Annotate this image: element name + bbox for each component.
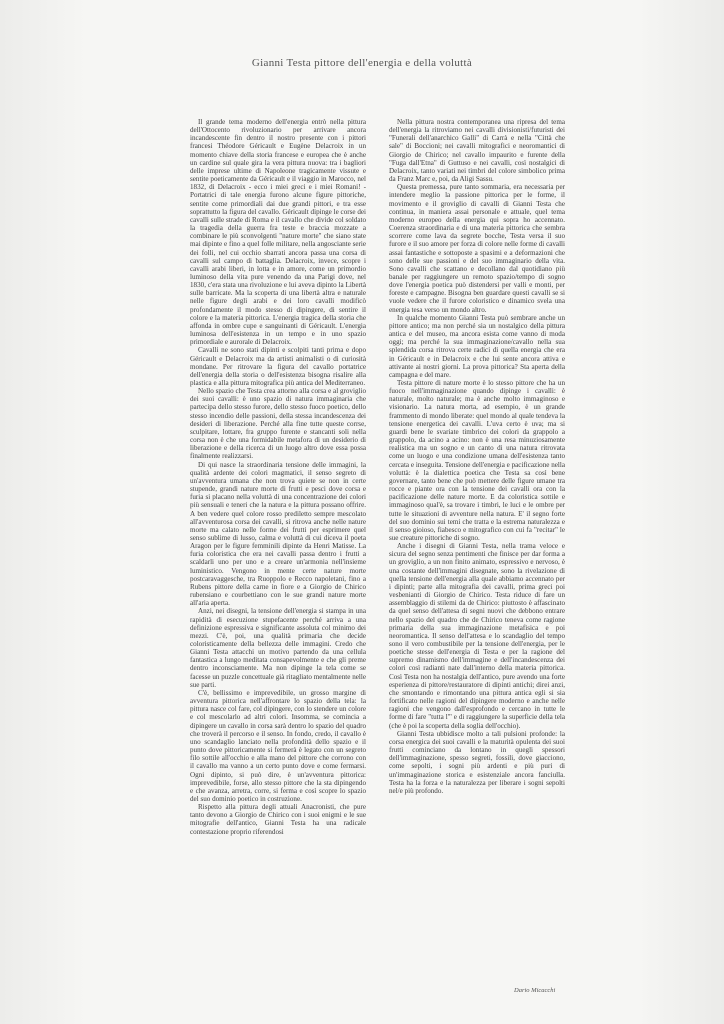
paragraph: Gianni Testa ubbidisce molto a tali pulsioni profonde: la corsa energica dei suoi cavalli e la maturità opulenta dei suoi frutti cominciano da lontano in quegli spessori dell'immaginazione, spesso segreti, fossili, dove giacciono, come sepolti, i sogni più ardenti e più puri di un'immaginazione storica e esistenziale ancora fanciulla. Testa ha la forza e la naturalezza per liberare i sogni sepolti nel/e più profondo. — [389, 729, 565, 795]
author-signature: Dario Micacchi — [514, 987, 556, 994]
paragraph: Testa pittore di nature morte è lo stesso pittore che ha un fuoco nell'immaginazione quando dipinge i cavalli: è naturale, molto naturale; ma è anche molto immaginoso e visionario. La natura morta, ad esempio, è un grande frammento di mondo liberate: quel mondo al quale tendeva la tensione energetica dei cavalli. L'uva certo è uva; ma si guardi bene le svariate timbrico dei colori da grappolo a grappolo, da acino a acino: non è una resa minuziosamente realistica ma un sogno e un canto di una natura ritrovata come un luogo e una condizione umana dell'esistenza tanto cercata e inseguita. Tensione dell'energia e pacificazione nella voluttà: è la dialettica poetica che Testa sa così bene governare, tanto bene che può mettere delle figure umane tra rocce e piante ora con la tensione dei cavalli ora con la pacificazione delle nature morte. E da coloristica sottile e immaginoso qual'è, sa trovare i timbri, le luci e le ombre per tutte le situazioni di avventure nella natura. E' il segno forte del suo dominio sui temi che tratta e la estrema naturalezza e il senso gioioso, fiabesco e mitografico con cui fa "recitar" le sue creature pittoriche di sogno. — [389, 379, 565, 542]
paragraph: Nello spazio che Testa crea attorno alla corsa e al groviglio dei suoi cavalli: è uno spazio di natura immaginaria che partecipa dello stesso furore, dello stesso fuoco poetico, dello stesso incendio delle passioni, della stessa incandescenza dei desideri di liberazione. Perché alla fine tutte queste corrse, sculpitare, lottare, fra gruppo furente e stancanti soli nella corsa non è che una formidabile metafora di un desiderio di liberazione e della ricerca di un luogo altro dove essa possa finalmente realizzarsi. — [190, 387, 366, 461]
paragraph: Cavalli ne sono stati dipinti e scolpiti tanti prima e dopo Géricault e Delacroix ma da artisti animalisti o di curiosità mondane. Per ritrovare la figura del cavallo portatrice dell'energia della storia o dell'esistenza bisogna risalire alla plastica e alla pittura mitografica più antica del Mediterraneo. — [190, 346, 366, 387]
right-column — [389, 118, 565, 968]
paragraph: In qualche momento Gianni Testa può sembrare anche un pittore antico; ma non perché sia un nostalgico della pittura antica e del museo, ma ancora esista come vanno di moda oggi; ma perché la sua immaginazione/cavallo nella sua splendida corsa ritrova certe radici di quella energia che era in Géricault e in Delacroix e che lui sente ancora attiva e attivante ai nostri giorni. La prova pittorica? Sta aperta della campagna e del mare. — [389, 313, 565, 379]
paragraph: C'è, bellissimo e imprevedibile, un grosso margine di avventura pittorica nell'affrontare lo spazio della tela: la pittura nasce col fare, col dipingere, con lo stendere un colore e col mescolarlo ad altri colori. Insomma, se comincia a dipingere un cavallo in corsa sarà dentro lo spazio del quadro che troverà il percorso e il senso. In fondo, credo, il cavallo è uno scandaglio lanciato nella profondità dello spazio e il punto dove pittoricamente si fermerà è legato con un segreto filo sottile all'occhio e alla mano del pittore che corrono con il cavallo ma vanno a un certo punto dove e come fermarsi. Ogni dipinto, si può dire, è un'avventura pittorica: imprevedibile, forse, allo stesso pittore che la sta dipingendo e che avanza, arretra, corre, si ferma e così scopre lo spazio del suo dominio poetico in costruzione. — [190, 688, 366, 803]
paragraph: Rispetto alla pittura degli attuali Anacronisti, che pure tanto devono a Giorgio de Chirico con i suoi enigmi e le sue mitografie dell'antico, Gianni Testa ha una radicale contestazione proprio riferendosi — [190, 803, 366, 836]
article-title: Gianni Testa pittore dell'energia e della voluttà — [251, 57, 473, 69]
left-column — [190, 118, 366, 988]
paragraph: Di qui nasce la straordinaria tensione delle immagini, la qualità ardente dei colori magmatici, il senso segreto di un'avventura umana che non trova quiete se non in certe stupende, grandi nature morte di frutti e pesci dove corsa e furia si placano nella voluttà di una concentrazione dei colori più sensuali e teneri che la natura e la pittura possano offrire. A ben vedere quel colore rosso prediletto sempre mescolato all'avventurosa corsa dei cavalli, si ritrova anche nelle nature morte ma calato nelle forme dei frutti per esprimere quel senso sublime di lusso, calma e voluttà di cui diceva il poeta Aragon per le figure femminili dipinte da Henri Matisse. La furia coloristica che era nei cavalli passa dentro i frutti a scaldarli uno per uno e a creare un'armonia nell'insieme luministico. Vengono in mente certe nature morte postcaravaggesche, tra Ruoppolo e Recco napoletani, fino a Rubens pittore della carne in fiore e a Giorgio de Chirico rubensiano e courbettiano con le sue grandi nature morte all'aria aperta. — [190, 460, 366, 608]
paragraph: Nella pittura nostra contemporanea una ripresa del tema dell'energia la ritroviamo nei cavalli divisionisti/futuristi dei "Funerali dell'anarchico Galli" di Carrà e nella "Città che sale" di Boccioni; nei cavalli mitografici e neoromantici di Giorgio de Chirico; nel cavallo impaurito e furente della "Fuga dall'Etna" di Guttuso e nei cavalli, così nostalgici di Delacroix, tanto variati nei timbri del colore simbolico prima da Franz Marc e, poi, da Aligi Sassu. — [389, 118, 565, 184]
paragraph: Anche i disegni di Gianni Testa, nella trama veloce e sicura del segno senza pentimenti che finisce per dar forma a un groviglio, a un non finito animato, espressivo e nervoso, è una costante dell'immagini disegnate, sono la rivelazione di quella tensione dell'energia alla quale abbiamo accennato per i dipinti; parte alla mitografia dei cavalli, prima greci poi vesbenianti di Giorgio de Chirico. Testa riduce di fare un assemblaggio di stilemi da de Chirico: piuttosto è affascinato da quel senso dell'attesa di segni nuovi che debbono entrare nello spazio del quadro che de Chirico teneva come ragione primaria della sua immaginazione metafisica e poi neoromantica. Il senso dell'attesa e lo scandaglio del tempo sono il vero combustibile per la tensione dell'energia, per le poetiche stesse dell'energia di Testa e per la ragione del supremo dinamismo dell'immagine e dell'incandescenza dei colori così radianti nate dall'interno della materia pittorica. Così Testa non ha nostalgia dell'antico, pure avendo una forte esperienza di pittore/restauratore di dipinti antichi; direi anzi, che smontando e rimontando una pittura antica egli si sia fortificato nelle ragioni del dipingere moderno e anche nelle ragioni che vengono dall'esprofondo e cercano in tutte le forme di fare "tutta l'" e di raggiungere la superficie della tela (che è poi la scoperta della soglia dell'occhio). — [389, 542, 565, 730]
paragraph: Il grande tema moderno dell'energia entrò nella pittura dell'Ottocento rivoluzionario per arrivare ancora incandescente fin dentro il nostro presente con i pittori francesi Théodore Géricault e Eugène Delacroix in un momento chiave della storia francese e europea che è anche un cardine sul quale gira la vera pittura nuova: tra i bagliori delle imprese ultime di Napoleone tragicamente vissute e sentite poeticamente da Géricault e il viaggio in Marocco, nel 1832, di Delacroix - ecco i miei greci e i miei Romani! - Portatrici di tale energia furono alcune figure pittoriche, sentite come primordiali dai due grandi pittori, e tra esse soprattutto la figura del cavallo. Géricault dipinge le corse dei cavalli sulle strade di Roma e il cavallo che divide col soldato la tragedia della guerra fra teste e braccia mozzate a combinare le più sconvolgenti "nature morte" che siano state mai dipinte e fino a quel folle militare, nella angosciante serie dei folli, nel cui occhio sbarrati ancora passa una corsa di cavalli sul campo di battaglia. Delacroix, invece, scopre i cavalli arabi liberi, in lotta e in amore, come un primordio luminoso della vita pure venendo da una Parigi dove, nel 1830, c'era stata una rivoluzione e lui aveva dipinto la Libertà sulle barricate. Ma la scoperta di una libertà altra e naturale nelle figure degli arabi e dei loro cavalli modificò profondamente il modo stesso di dipingere, di sentire il colore e la materia pittorica. L'energia tragica della storia che affonda in ombre cupe e sanguinanti di Géricault. L'energia luminosa dell'esistenza in un tempo e in uno spazio primordiale e aurorale di Delacroix. — [190, 118, 366, 347]
paragraph: Questa premessa, pure tanto sommaria, era necessaria per intendere meglio la passione pittorica per le forme, il movimento e il groviglio di cavalli di Gianni Testa che continua, in maniera assai personale e attuale, quel tema moderno europeo della energia qui sopra ho accennato. Coerenza straordinaria e di una materia pittorica che sembra scorrere come lava da segrete bocche, Testa versa il suo furore e il suo amore per forza di colore nelle forme di cavalli assai fantastiche e sottoposte a spasimi e a deformazioni che sono delle sue passioni e del suo immaginario della vita. Sono cavalli che scattano e decollano dal quotidiano più banale per raggiungere un remoto spazio/tempo di sogno dove l'energia poetica può distendersi per valli e monti, per foreste e campagne. Bisogna ben guardare questi cavalli se si vuole vedere che il furore coloristico e dinamico svela una energia tesa verso un mondo altro. — [389, 183, 565, 314]
paragraph: Anzi, nei disegni, la tensione dell'energia si stampa in una rapidità di esecuzione stupefacente perché arriva a una definizione espressiva e significante assoluta col minimo dei mezzi. C'è, poi, una qualità primaria che decide coloristicamente della bellezza delle immagini. Credo che Gianni Testa attacchi un motivo partendo da una cellula fantastica a lungo meditata consapevolmente e che gli preme dentro inconsciamente. Ma non dipinge la tela come se facesse un puzzle concettuale già ritagliato mentalmente nelle sue parti. — [190, 607, 366, 689]
